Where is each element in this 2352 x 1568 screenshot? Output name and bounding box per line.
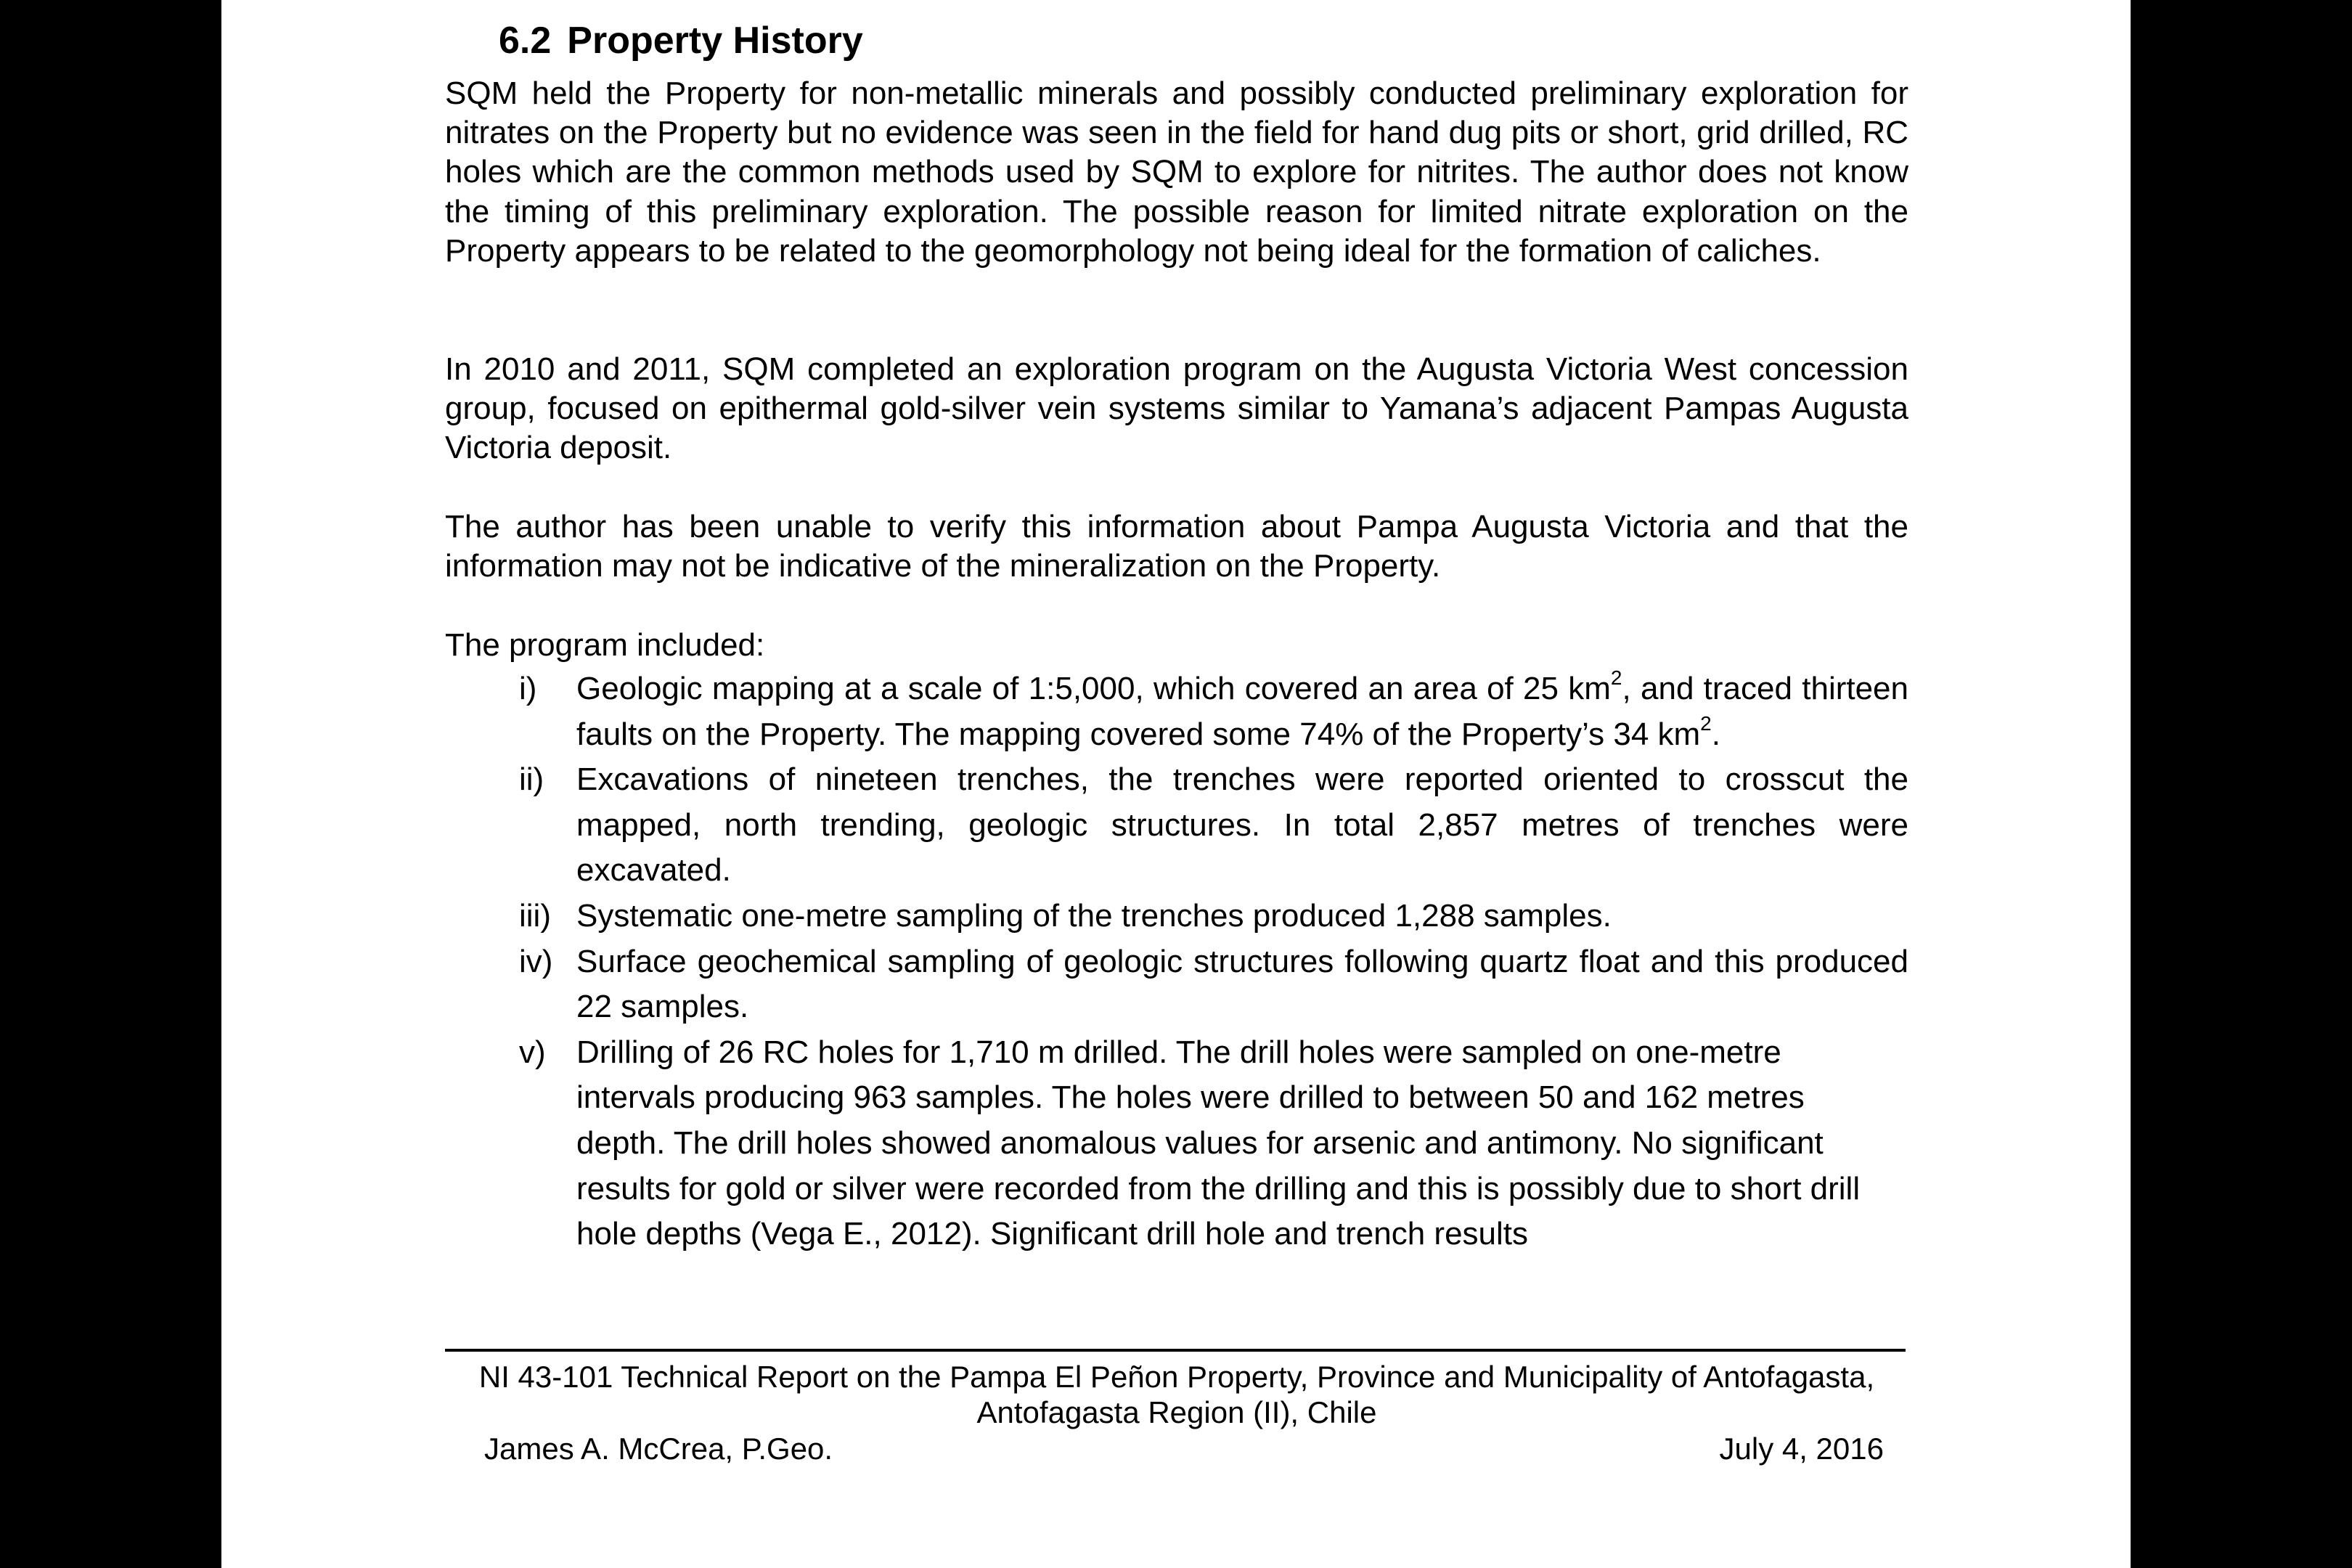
list-marker: i) (519, 671, 537, 706)
list-item-text: Geologic mapping at a scale of 1:5,000, which covered an area of 25 $km^2$, and traced thirteen faults on the Property. The mapping covered some 74% of the Property’s 34 $km^2$. (576, 666, 1909, 752)
list-item-text: Excavations of nineteen trenches, the trenches were reported oriented to crosscut the mapped, north trending, geologic structures. In total 2,857 metres of trenches were excavated. (576, 761, 1908, 889)
superscript: 2 (1610, 666, 1622, 690)
paragraph-exploration-program: In 2010 and 2011, SQM completed an exploration program on the Augusta Victoria West concession group, focused on epithermal gold-silver vein systems similar to Yamana’s adjacent Pampas Augusta Victoria deposit. (445, 351, 1908, 466)
footer-report-title: NI 43-101 Technical Report on the Pampa El Peñon Property, Province and Municipality of Antofagasta, (478, 1360, 1875, 1394)
footer-report-region: Antofagasta Region (II), Chile (976, 1395, 1377, 1429)
list-item (445, 939, 1908, 1030)
list-item (445, 666, 1908, 757)
document-page (221, 0, 2131, 1568)
footer-author: James A. McCrea, P.Geo. (484, 1432, 833, 1466)
section-number: 6.2 (499, 20, 552, 62)
list-item (445, 757, 1908, 894)
footer-divider (445, 1349, 1906, 1352)
list-marker: ii) (519, 761, 544, 798)
section-heading (499, 17, 863, 64)
list-marker: iii) (519, 897, 551, 934)
program-list (445, 666, 1908, 1257)
superscript: 2 (1700, 711, 1712, 735)
paragraph-sqm-nitrates: SQM held the Property for non-metallic minerals and possibly conducted preliminary exploration for nitrates on the Property but no evidence was seen in the field for hand dug pits or short, grid drilled, RC holes which are the common methods used by SQM to explore for nitrites. The author does not know the timing of this preliminary exploration. The possible reason for limited nitrate exploration on the Property appears to be related to the geomorphology not being ideal for the formation of caliches. (445, 75, 1908, 269)
list-item-text: Surface geochemical sampling of geologic structures following quartz float and this produced 22 samples. (576, 943, 1908, 1025)
list-item-text: Systematic one-metre sampling of the trenches produced 1,288 samples. (576, 897, 1612, 934)
paragraph-program-intro: The program included: (445, 627, 765, 663)
footer-date: July 4, 2016 (1719, 1432, 1884, 1466)
list-item (445, 1030, 1908, 1257)
list-marker: v) (519, 1034, 546, 1070)
section-title: Property History (567, 20, 863, 62)
list-item-text: Drilling of 26 RC holes for 1,710 m drilled. The drill holes were sampled on one-metre intervals producing 963 samples. The holes were drilled to between 50 and 162 metres depth. The drill holes showed anomalous values for arsenic and antimony. No significant results for gold or silver were recorded from the drilling and this is possibly due to short drill hole depths (Vega E., 2012). Significant drill hole and trench results (576, 1034, 1861, 1252)
list-marker: iv) (519, 943, 553, 979)
list-item (445, 894, 1908, 939)
paragraph-verification-disclaimer: The author has been unable to verify this information about Pampa Augusta Victoria and that the information may not be indicative of the mineralization on the Property. (445, 509, 1908, 584)
